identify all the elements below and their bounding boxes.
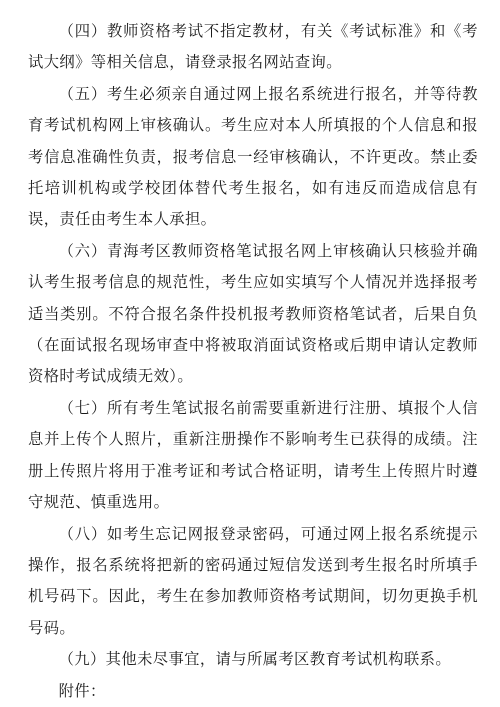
paragraph-item-6: （六）青海考区教师资格笔试报名网上审核确认只核验并确认考生报考信息的规范性，考生应如实填写个人情况并选择报考适当类别。不符合报名条件投机报考教师资格笔试者，后果自负（在面试报名现场审查中将被取消面试资格或后期申请认定教师资格时考试成绩无效）。 [28,241,478,386]
paragraph-item-7: （七）所有考生笔试报名前需要重新进行注册、填报个人信息并上传个人照片，重新注册操作不影响考生已获得的成绩。注册上传照片将用于准考证和考试合格证明，请考生上传照片时遵守规范、慎重选用。 [28,398,478,512]
paragraph-item-9: （九）其他未尽事宜，请与所属考区教育考试机构联系。 [58,650,452,669]
paragraph-item-8: （八）如考生忘记网报登录密码，可通过网上报名系统提示操作，报名系统将把新的密码通过短信发送到考生报名时所填手机号码下。因此，考生在参加教师资格考试期间，切勿更换手机号码。 [28,524,478,637]
paragraph-item-5: （五）考生必须亲自通过网上报名系统进行报名，并等待教育考试机构网上审核确认。考生应对本人所填报的个人信息和报考信息准确性负责，报考信息一经审核确认，不许更改。禁止委托培训机构或学校团体替代考生报名，如有违反而造成信息有误，责任由考生本人承担。 [28,84,478,229]
attachment-label: 附件： [58,681,106,700]
paragraph-item-4: （四）教师资格考试不指定教材，有关《考试标准》和《考试大纲》等相关信息，请登录报名网站查询。 [28,22,478,72]
